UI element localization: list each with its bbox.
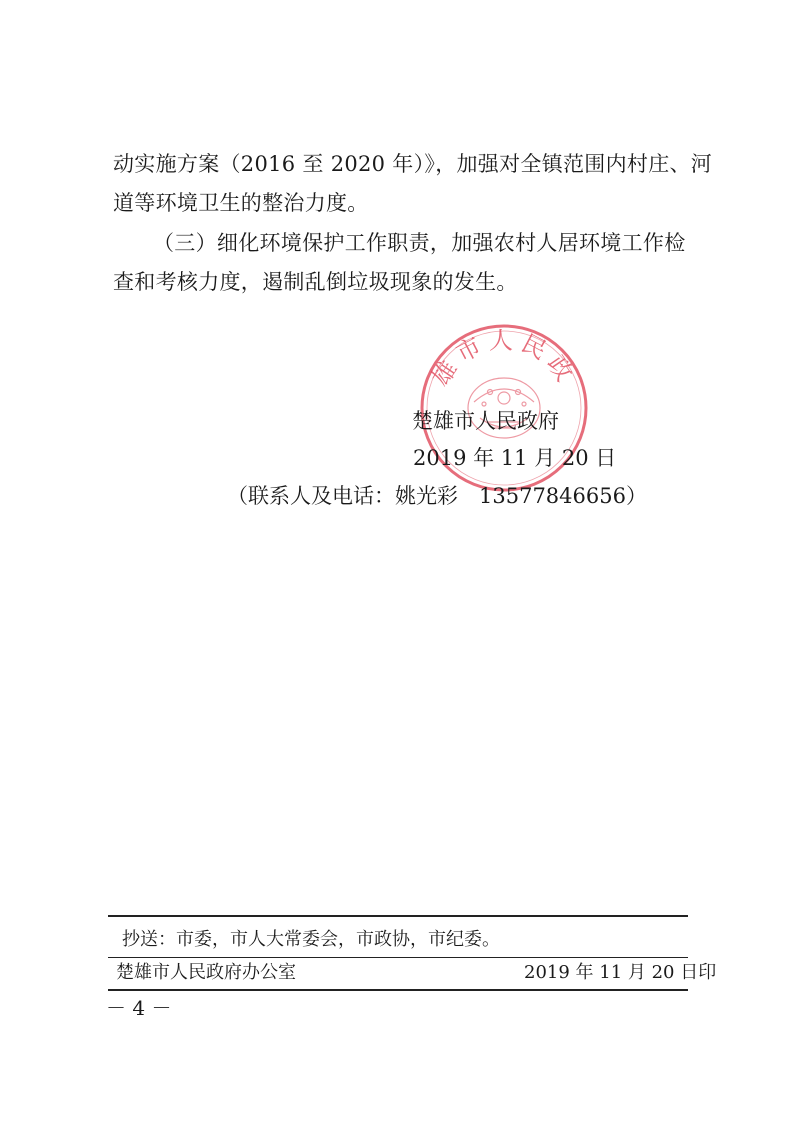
body-line-1: 动实施方案（2016 至 2020 年）》，加强对全镇范围内村庄、河 xyxy=(113,152,713,176)
body-line-2: 道等环境卫生的整治力度。 xyxy=(113,191,369,215)
svg-text:雄市人民政: 雄市人民政 xyxy=(426,326,582,392)
footer-bottom-rule xyxy=(108,989,688,991)
body-line-3: （三）细化环境保护工作职责，加强农村人居环境工作检 xyxy=(153,231,686,255)
issue-date: 2019 年 11 月 20 日 xyxy=(413,446,617,470)
issuer-name: 楚雄市人民政府 xyxy=(412,409,559,433)
footer-middle-rule xyxy=(108,957,688,958)
footer-top-rule xyxy=(108,915,688,917)
print-date: 2019 年 11 月 20 日印 xyxy=(524,962,717,983)
page-number: － 4 － xyxy=(106,996,172,1020)
issuing-office: 楚雄市人民政府办公室 xyxy=(116,962,296,983)
body-line-4: 查和考核力度，遏制乱倒垃圾现象的发生。 xyxy=(113,270,518,294)
contact-info: （联系人及电话：姚光彩 13577846656） xyxy=(227,484,647,508)
cc-list: 抄送：市委，市人大常委会，市政协，市纪委。 xyxy=(122,929,500,950)
